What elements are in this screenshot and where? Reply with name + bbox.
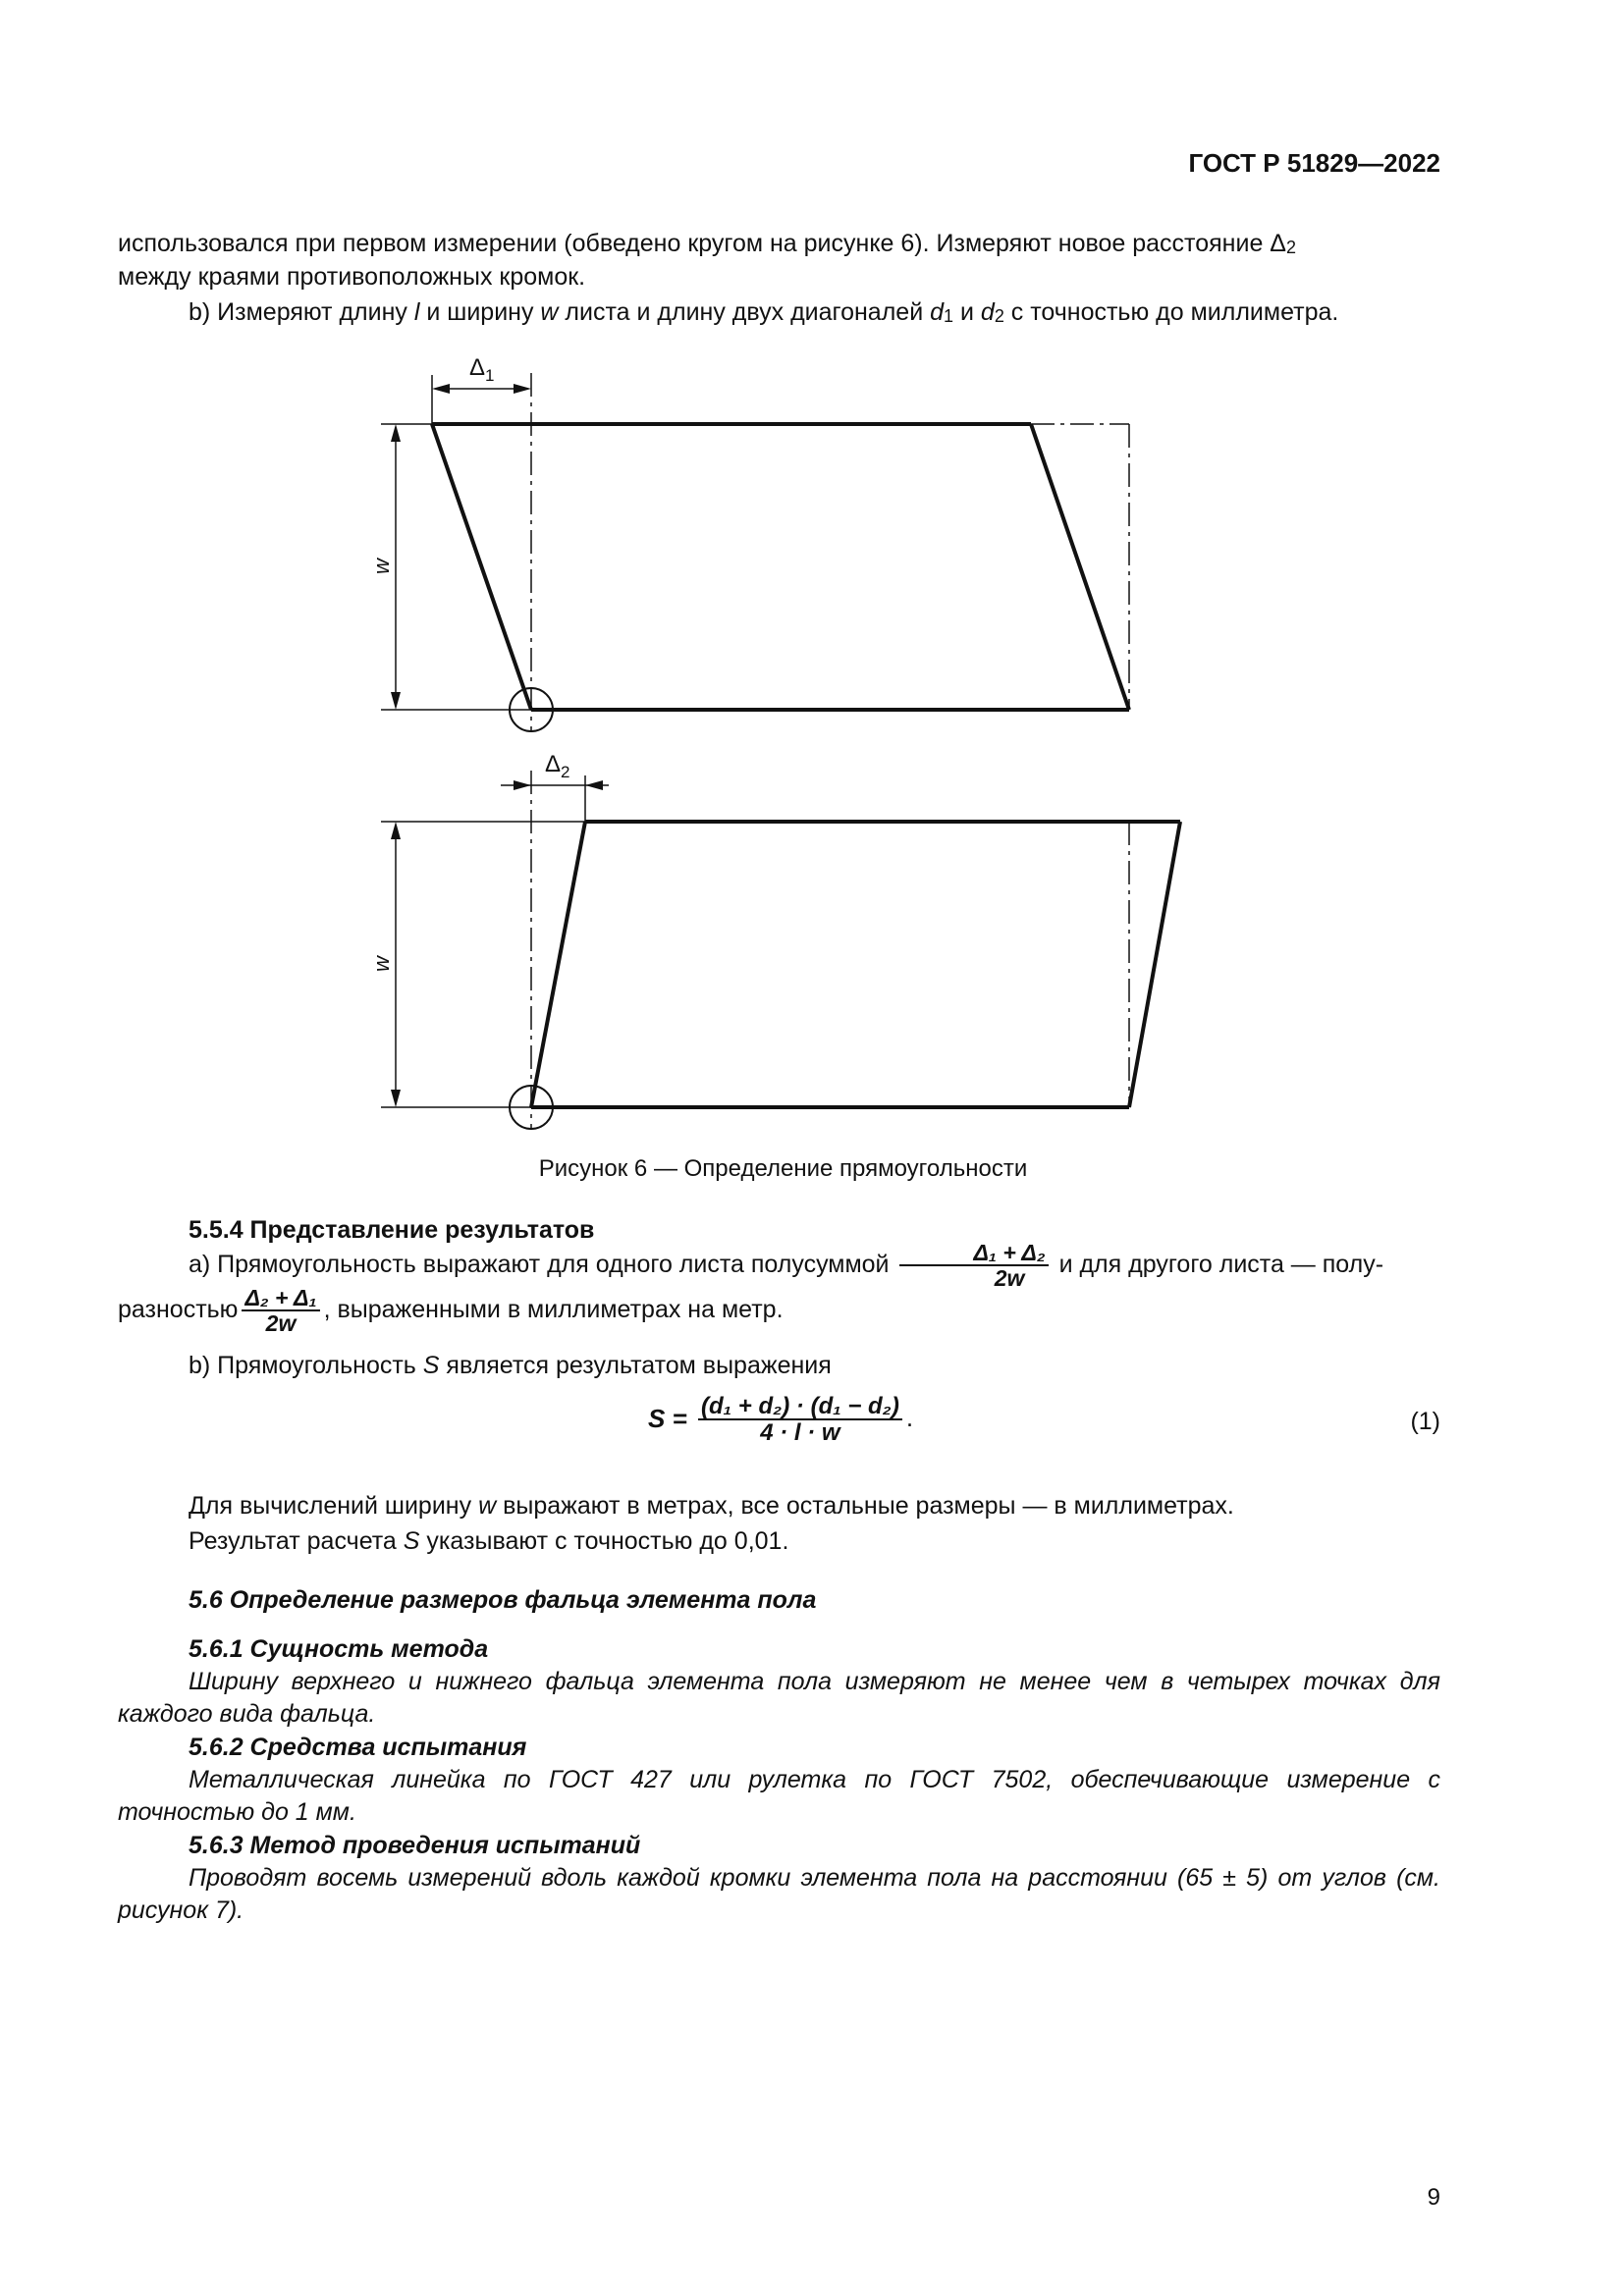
delta2-label: $\Delta_2$ bbox=[545, 751, 570, 781]
section-554-note-2: Результат расчета S указывают с точностью до 0,01. bbox=[189, 1527, 789, 1555]
intro-line-1: использовался при первом измерении (обведено кругом на рисунке 6). Измеряют новое расстояние $\Delta_2$ bbox=[118, 230, 1297, 258]
intro-line-2: между краями противоположных кромок. bbox=[118, 263, 586, 291]
section-554-item-b: b) Прямоугольность S является результатом выражения bbox=[189, 1352, 832, 1379]
w-label-top: w bbox=[369, 559, 394, 574]
section-554-item-a-line2: разностью $\frac{\text{Δ₂ + Δ₁}}{2w}$ , выраженными в миллиметрах на метр. bbox=[118, 1285, 784, 1337]
section-563-text: Проводят восемь измерений вдоль каждой кромки элемента пола на расстоянии (65 ± 5) от углов (см. рисунок 7). bbox=[118, 1864, 1440, 1924]
top-sheet bbox=[381, 373, 1129, 731]
w-label-bottom: w bbox=[369, 956, 394, 972]
bottom-sheet bbox=[381, 771, 1180, 1129]
formula-1: S = $\frac{\text{(d₁ + d₂) · (d₁ − d₂)}}{4 \cdot l \cdot w}$ . bbox=[648, 1393, 914, 1447]
fraction-half-sum: $\frac{\text{Δ₁ + Δ₂}}{2w}$ bbox=[899, 1241, 1048, 1290]
fraction-half-diff: $\frac{\text{Δ₂ + Δ₁}}{2w}$ bbox=[242, 1286, 319, 1335]
section-562-text: Металлическая линейка по ГОСТ 427 или рулетка по ГОСТ 7502, обеспечивающие измерение с точностью до 1 мм. bbox=[118, 1766, 1440, 1826]
page-number: 9 bbox=[1427, 2184, 1440, 2211]
figure-caption: Рисунок 6 — Определение прямоугольности bbox=[538, 1155, 1028, 1182]
section-554-note-1: Для вычислений ширину w выражают в метрах, все остальные размеры — в миллиметрах. bbox=[189, 1492, 1234, 1520]
section-554-item-a-line1: a) Прямоугольность выражают для одного листа полусуммой $\frac{\text{Δ₁ + Δ₂}}{2w}$ и для другого листа — полу- bbox=[189, 1240, 1384, 1292]
delta1-label: $\Delta_1$ bbox=[469, 354, 495, 385]
formula-number: (1) bbox=[1410, 1408, 1440, 1435]
section-561-title: 5.6.1 Сущность метода bbox=[189, 1635, 489, 1663]
section-561-text: Ширину верхнего и нижнего фальца элемента пола измеряют не менее чем в четырех точках для каждого вида фальца. bbox=[118, 1668, 1440, 1728]
section-563-title: 5.6.3 Метод проведения испытаний bbox=[189, 1832, 641, 1859]
section-562-title: 5.6.2 Средства испытания bbox=[189, 1734, 527, 1761]
section-554-title: 5.5.4 Представление результатов bbox=[189, 1216, 595, 1244]
intro-item-b: b) Измеряют длину l и ширину w листа и длину двух диагоналей $d_1$ и $d_2$ с точностью до миллиметра. bbox=[189, 298, 1339, 327]
standard-header: ГОСТ Р 51829—2022 bbox=[1188, 148, 1440, 178]
section-56-title: 5.6 Определение размеров фальца элемента пола bbox=[189, 1586, 817, 1614]
